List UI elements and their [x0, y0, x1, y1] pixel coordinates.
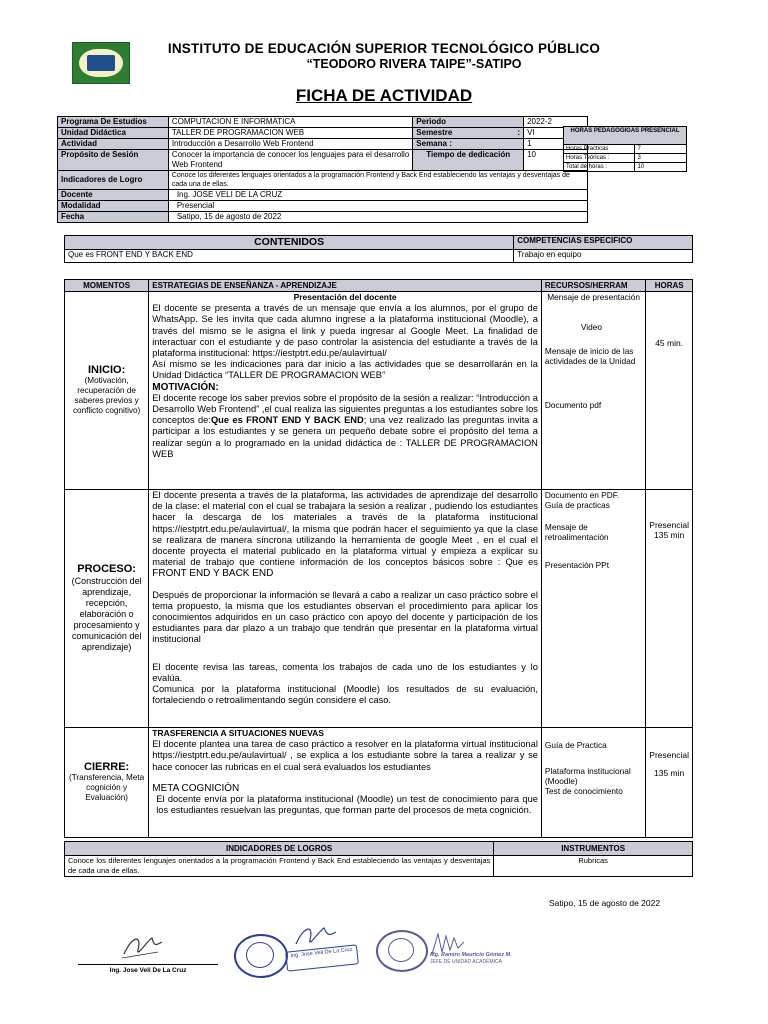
proceso-sub: (Construcción del aprendizaje, recepción, elaboración o procesamiento y comunicación del aprendizaje): [71, 575, 142, 652]
recursos-header: RECURSOS/HERRAM: [541, 280, 645, 292]
inicio-title: INICIO:: [87, 363, 126, 376]
proceso-p1: [152, 490, 538, 580]
cierre-resources: [541, 728, 645, 838]
cierre-res3: Test de conocimiento: [544, 786, 623, 796]
instrumentos-header: INSTRUMENTOS: [494, 842, 693, 856]
cierre-sub: (Transferencia, Meta cognición y Evaluación): [69, 773, 145, 803]
signature-1: [118, 930, 166, 962]
inicio-horas: 45 min.: [655, 338, 684, 348]
signature-3-name: Mg. Ramiro Mauricio Gómez M.: [430, 952, 512, 958]
main-table: [64, 279, 693, 838]
cierre-title: CIERRE:: [84, 760, 130, 773]
inicio-res2: Video: [580, 322, 602, 332]
actividad-value: Introducción a Desarrollo Web Frontend: [168, 139, 412, 150]
semestre-label: Semestre: [416, 128, 453, 137]
inicio-cell: [65, 292, 149, 490]
proposito-label: Propósito de Sesión: [58, 150, 169, 171]
signature-3-role: JEFE DE UNIDAD ACADÉMICA: [430, 959, 502, 965]
inicio-p3a: El docente recoge los saber previos sobre el propósito de la sesión a realizar: “Introducción a Desarrollo Web Frontend” ,el cual realiza las siguientes preguntas a los estudiantes sobre los conceptos de:: [152, 392, 538, 426]
horas-row-label: Total de horas :: [564, 163, 635, 172]
institute-seal-right-inner: [388, 938, 414, 962]
proceso-horas2: 135 min: [654, 530, 685, 540]
docente-value: Ing. JOSE VELI DE LA CRUZ: [168, 190, 587, 201]
proceso-horas-cell: [646, 490, 693, 728]
semana-value: 1: [524, 139, 588, 150]
inicio-res1: Mensaje de presentación: [547, 292, 640, 302]
logros-table: [64, 841, 693, 877]
competencias-value: Trabajo en equipo: [514, 250, 693, 263]
programa-value: COMPUTACION E INFORMATICA: [168, 117, 412, 128]
inicio-res4: Documento pdf: [544, 400, 602, 410]
modalidad-label: Modalidad: [58, 201, 169, 212]
proceso-p1b: FRONT END Y BACK END: [152, 568, 274, 580]
semestre-value: VI: [524, 128, 588, 139]
inicio-resources: [541, 292, 645, 490]
actividad-label: Actividad: [58, 139, 169, 150]
momentos-header: MOMENTOS: [65, 280, 149, 292]
fecha-label: Fecha: [58, 212, 169, 223]
inicio-p3c: ; una vez realizado las preguntas invita a participar a los estudiantes y se genera un pequeño debate sobre el propósito del tema a realizar según a lo programado en la unidad didáctica de : TALLER DE PROGRAMACION WEB: [152, 415, 538, 459]
proceso-res4: Presentación PPt: [544, 560, 610, 570]
cierre-p1: El docente plantea una tarea de caso práctico a resolver en la plataforma virtual institucional https://iestptrt.edu.pe/aulavirtual/ , se explica a los estudiante sobre la tarea a realizar y se hace conocer las rubricas en el cual será evaluados los estudiantes: [152, 739, 538, 772]
contenidos-value: Que es FRONT END Y BACK END: [65, 250, 514, 263]
horas-row-value: 10: [635, 163, 687, 172]
motivacion-heading: MOTIVACIÓN:: [152, 381, 219, 393]
inicio-p1: El docente se presenta a través de un mensaje que envía a los alumnos, por el grupo de WhatsApp. Se les invita que cada alumno ingrese a la plataforma institucional (Moodle), a través del mismo se le asigna el link y pueda ingresar al Google Meet. La finalidad de interactuar con el estudiante y de paso controlar la asistencia del estudiante a través de la plataforma institucional: https://iestptrt.edu.pe/aulavirtual/: [152, 303, 538, 359]
logros-header: INDICADORES DE LOGROS: [65, 842, 494, 856]
inicio-p3: [152, 393, 538, 460]
indicadores-label: Indicadores de Logro: [58, 171, 169, 190]
proceso-p3: El docente revisa las tareas, comenta los trabajos de cada uno de los estudiantes y lo evalúa.: [152, 661, 538, 683]
semana-label: Semana :: [413, 139, 524, 150]
modalidad-value: Presencial: [168, 201, 587, 212]
institute-name: INSTITUTO DE EDUCACIÓN SUPERIOR TECNOLÓGICO PÚBLICO: [167, 41, 601, 56]
competencias-header: COMPETENCIAS ESPECIFICO: [514, 236, 693, 250]
page-title: FICHA DE ACTIVIDAD: [295, 86, 473, 105]
proceso-strategy: [149, 490, 542, 728]
horas-box-title: HORAS PEDAGOGIGAS PRESENCIAL: [564, 127, 687, 145]
fecha-value: Satipo, 15 de agosto de 2022: [168, 212, 587, 223]
proceso-res2: Guía de practicas: [544, 500, 610, 510]
proceso-resources: [541, 490, 645, 728]
signature-2: [292, 922, 340, 950]
periodo-value: 2022-2: [524, 117, 588, 128]
info-table: [57, 116, 588, 223]
signature-line-1: [78, 964, 218, 965]
contenidos-header: CONTENIDOS: [65, 236, 514, 250]
inicio-res3: Mensaje de inicio de las actividades de la Unidad: [544, 346, 636, 366]
footer-date: Satipo, 15 de agosto de 2022: [549, 898, 661, 908]
horas-box: [563, 126, 687, 172]
tiempo-value: 10: [524, 150, 588, 171]
proceso-title: PROCESO:: [77, 563, 136, 576]
cierre-horas-cell: [646, 728, 693, 838]
inicio-sub: (Motivación, recuperación de saberes previos y conflicto cognitivo): [72, 376, 141, 416]
programa-label: Programa De Estudios: [58, 117, 169, 128]
indicadores-value: Conoce los diferentes lenguajes orientados a la programación Frontend y Back End estableciendo las ventajas y desventajas de cada una de ellas.: [168, 171, 587, 190]
proposito-value: Conocer la importancia de conocer los lenguajes para el desarrollo Web Frontend: [168, 150, 412, 171]
horas-row-value: 7: [635, 145, 687, 154]
cierre-strategy: [149, 728, 542, 838]
proceso-res1: Documento en PDF.: [544, 490, 620, 500]
horas-row-label: Horas Practicas: [564, 145, 635, 154]
institute-subname: “TEODORO RIVERA TAIPE”-SATIPO: [306, 57, 522, 71]
inicio-p3b: Que es FRONT END Y BACK END: [210, 415, 364, 426]
unidad-value: TALLER DE PROGRAMACION WEB: [168, 128, 412, 139]
proceso-cell: [65, 490, 149, 728]
proceso-p2: Después de proporcionar la información se llevará a cabo a realizar un caso práctico sobre el tema propuesto, la misma que los estudiantes observan el procedimiento para aplicar los conocimientos adquiridos en un caso práctico con apoyo del docente y participación de los estudiantes para dar plazo a un trabajo que tendrán que presentar en la plataforma virtual institucional: [152, 589, 538, 645]
cierre-horas2: 135 min: [654, 768, 685, 778]
institute-seal-left-inner: [246, 942, 274, 968]
horas-row-label: Horas Teóricas :: [564, 154, 635, 163]
cierre-cell: [65, 728, 149, 838]
inicio-horas-cell: [646, 292, 693, 490]
horas-row-value: 3: [635, 154, 687, 163]
inicio-heading: Presentación del docente: [293, 292, 397, 302]
periodo-label: Periodo: [413, 117, 524, 128]
cierre-heading: TRASFERENCIA A SITUACIONES NUEVAS: [152, 728, 324, 738]
inicio-strategy: [149, 292, 542, 490]
proceso-p4: Comunica por la plataforma institucional (Moodle) los resultados de su evaluación, fortaleciendo o retroalimentando según considere el caso.: [152, 684, 538, 706]
meta-heading: META COGNICIÓN: [152, 782, 240, 794]
cierre-res2: Plataforma institucional (Moodle): [544, 766, 631, 786]
semestre-sep: :: [517, 128, 521, 137]
proceso-p1a: El docente presenta a través de la plataforma, las actividades de aprendizaje del desarrollo de la clase: el material con el cual se trabajara la sesión a realizar , pudiendo los estudiantes hacer la descarga de los materiales a través de la plataforma institucional https://iestptrt.edu.pe/aulavirtual/, la misma que podrán hacer el seguimiento ya que la clase se realizara de manera síncrona utilizando la herramienta de google Meet , en el cual el docente proyecta el material publicado en la plataforma virtual y empieza a explicar su material de trabajo que contiene información de los conceptos básicos sobre : Que es: [152, 490, 538, 568]
unidad-label: Unidad Didáctica: [58, 128, 169, 139]
estrategias-header: ESTRATEGIAS DE ENSEÑANZA - APRENDIZAJE: [149, 280, 542, 292]
cierre-res1: Guía de Practica: [544, 740, 607, 750]
cierre-horas1: Presencial: [649, 750, 689, 760]
signature-1-name: Ing. Jose Veli De La Cruz: [109, 967, 187, 974]
semestre-cell: [413, 128, 524, 139]
inicio-p2: Así mismo se les indicaciones para dar inicio a las actividades que se desarrollarán en la Unidad Didáctica “TALLER DE PROGRAMACION WEB”: [152, 359, 538, 381]
docente-stamp: Ing. Jose Veli De La Cruz: [285, 944, 359, 971]
cierre-p2: El docente envía por la plataforma institucional (Moodle) un test de conocimiento para que los estudiantes resuelvan las preguntas, que forman parte del procesos de meta cognición.: [156, 794, 538, 816]
horas-header: HORAS: [646, 280, 693, 292]
instrumentos-value: Rubricas: [494, 856, 693, 877]
tiempo-label: Tiempo de dedicación: [413, 150, 524, 171]
logros-value: Conoce los diferentes lenguajes orientados a la programación Frontend y Back End estableciendo las ventajas y desventajas de cada una de ellas.: [65, 856, 494, 877]
docente-label: Docente: [58, 190, 169, 201]
proceso-horas1: Presencial: [649, 520, 689, 530]
proceso-res3: Mensaje de retroalimentación: [544, 522, 609, 542]
contenidos-table: [64, 235, 693, 263]
